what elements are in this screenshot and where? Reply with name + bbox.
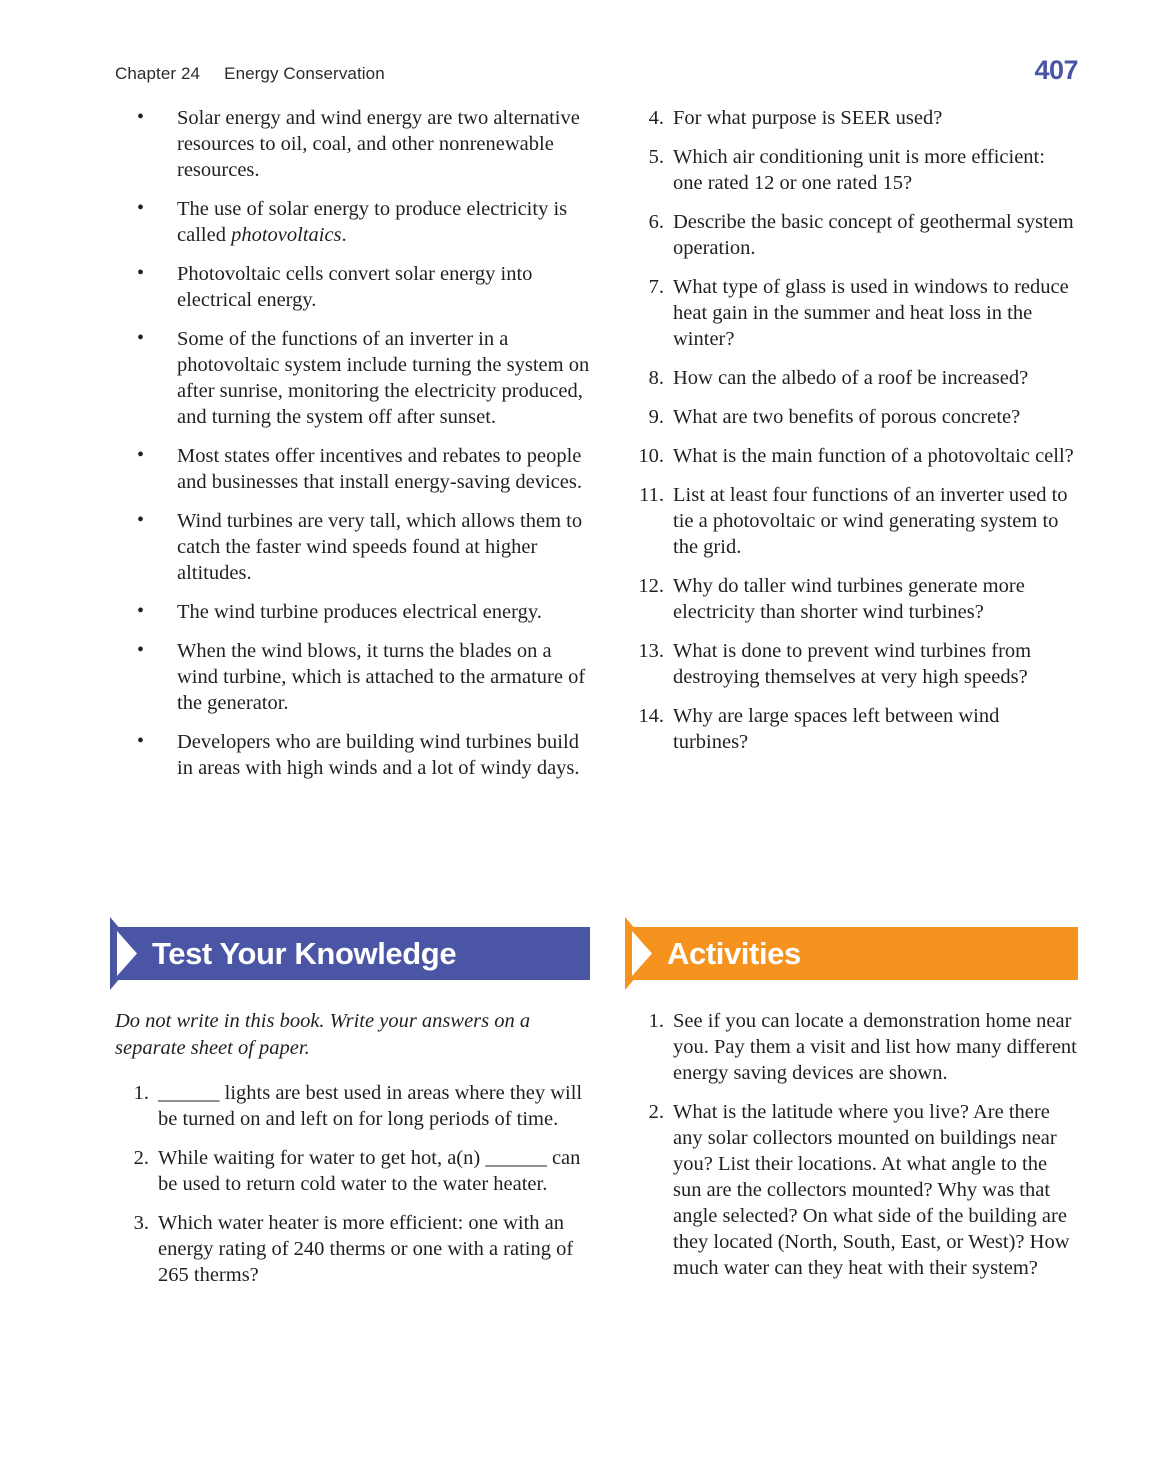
bullet-marker: • [137,730,145,752]
italic-term: photovoltaics [231,224,342,246]
bullet-marker: • [137,444,145,466]
bullet-text: When the wind blows, it turns the blades on a wind turbine, which is attached to the armature of the generator. [177,640,586,714]
question-number: 12. [638,575,664,597]
question-text: Describe the basic concept of geothermal system operation. [673,211,1074,259]
question-text: Which air conditioning unit is more efficient: one rated 12 or one rated 15? [673,146,1045,194]
top-content [115,105,1078,927]
bullet-marker: • [137,262,145,284]
review-question [630,482,1078,560]
item-number: 1. [648,1010,664,1032]
bullet-marker: • [137,327,145,349]
question-number: 6. [648,211,664,233]
summary-bullet [115,599,590,625]
bullet-text: Some of the functions of an inverter in a photovoltaic system include turning the system on after sunrise, monitoring the electricity produced, and turning the system off after sunset. [177,328,590,428]
question-text: What is done to prevent wind turbines from destroying themselves at very high speeds? [673,640,1032,688]
summary-bullet [115,196,590,248]
banner-arrow-icon [625,917,662,990]
question-number: 10. [638,445,664,467]
question-text: List at least four functions of an inverter used to tie a photovoltaic or wind generating system to the grid. [673,484,1068,558]
chapter-label: Chapter 24 [115,64,201,83]
summary-bullet [115,105,590,183]
review-question [630,274,1078,352]
running-head [115,64,385,84]
question-number: 14. [638,705,664,727]
tyk-question [115,1145,590,1197]
summary-bullet [115,443,590,495]
banner-arrow-icon [110,917,147,990]
bullet-marker: • [137,639,145,661]
activity-item [630,1099,1078,1281]
activities-section [630,1002,1078,1301]
item-number: 2. [648,1101,664,1123]
bullet-text: Most states offer incentives and rebates to people and businesses that install energy-saving devices. [177,445,582,493]
bullet-text: Wind turbines are very tall, which allows them to catch the faster wind speeds found at higher altitudes. [177,510,583,584]
question-number: 3. [133,1212,149,1234]
question-number: 8. [648,367,664,389]
review-question [630,404,1078,430]
question-number: 13. [638,640,664,662]
question-text: How can the albedo of a roof be increased? [673,367,1029,389]
test-your-knowledge-banner [115,927,590,980]
question-number: 2. [133,1147,149,1169]
question-number: 1. [133,1082,149,1104]
bullet-marker: • [137,197,145,219]
question-text: Which water heater is more efficient: one with an energy rating of 240 therms or one with a rating of 265 therms? [158,1212,574,1286]
review-question-list [630,105,1078,927]
page-header [115,55,1078,85]
tyk-question-list [115,1080,590,1288]
review-question [630,573,1078,625]
summary-bullet [115,729,590,781]
bullet-text: The wind turbine produces electrical energy. [177,601,542,623]
question-number: 4. [648,107,664,129]
summary-bullet [115,261,590,313]
page-number: 407 [1034,55,1078,85]
question-text: What are two benefits of porous concrete? [673,406,1021,428]
bullet-marker: • [137,600,145,622]
question-text: What type of glass is used in windows to reduce heat gain in the summer and heat loss in the winter? [673,276,1069,350]
review-question [630,638,1078,690]
question-text: While waiting for water to get hot, a(n) ______ can be used to return cold water to the water heater. [158,1147,581,1195]
bullet-marker: • [137,106,145,128]
bullet-text: Solar energy and wind energy are two alternative resources to oil, coal, and other nonrenewable resources. [177,107,580,181]
section-title: Activities [667,935,801,971]
review-question [630,443,1078,469]
question-number: 7. [648,276,664,298]
chapter-title: Energy Conservation [224,64,385,83]
bottom-content [115,1002,1078,1301]
instruction-note: Do not write in this book. Write your answers on a separate sheet of paper. [115,1010,531,1059]
bullet-marker: • [137,509,145,531]
bullet-text: Developers who are building wind turbines build in areas with high winds and a lot of windy days. [177,731,580,779]
activities-list [630,1008,1078,1281]
test-your-knowledge-section [115,1002,590,1301]
section-title: Test Your Knowledge [152,935,457,971]
question-number: 9. [648,406,664,428]
section-banners [115,927,1078,980]
question-text: What is the main function of a photovoltaic cell? [673,445,1074,467]
question-number: 11. [639,484,664,506]
bullet-text: The use of solar energy to produce electricity is called photovoltaics. [177,198,568,246]
review-question [630,209,1078,261]
question-text: ______ lights are best used in areas where they will be turned on and left on for long periods of time. [158,1082,583,1130]
summary-bullet [115,508,590,586]
item-text: See if you can locate a demonstration home near you. Pay them a visit and list how many different energy saving devices are shown. [673,1010,1077,1084]
review-question [630,144,1078,196]
tyk-question [115,1080,590,1132]
question-text: For what purpose is SEER used? [673,107,943,129]
item-text: What is the latitude where you live? Are there any solar collectors mounted on buildings near you? List their locations. At what angle to the sun are the collectors mounted? Why was that angle selected? On what side of the building are they located (North, South, East, or West)? How much water can they heat with their system? [673,1101,1070,1279]
activities-banner [630,927,1078,980]
activity-item [630,1008,1078,1086]
question-number: 5. [648,146,664,168]
summary-bullet [115,326,590,430]
summary-bullet [115,638,590,716]
question-text: Why do taller wind turbines generate more electricity than shorter wind turbines? [673,575,1025,623]
review-question [630,105,1078,131]
review-question [630,703,1078,755]
question-text: Why are large spaces left between wind turbines? [673,705,1000,753]
tyk-question [115,1210,590,1288]
review-question [630,365,1078,391]
summary-bullet-list [115,105,590,927]
bullet-text: Photovoltaic cells convert solar energy into electrical energy. [177,263,533,311]
